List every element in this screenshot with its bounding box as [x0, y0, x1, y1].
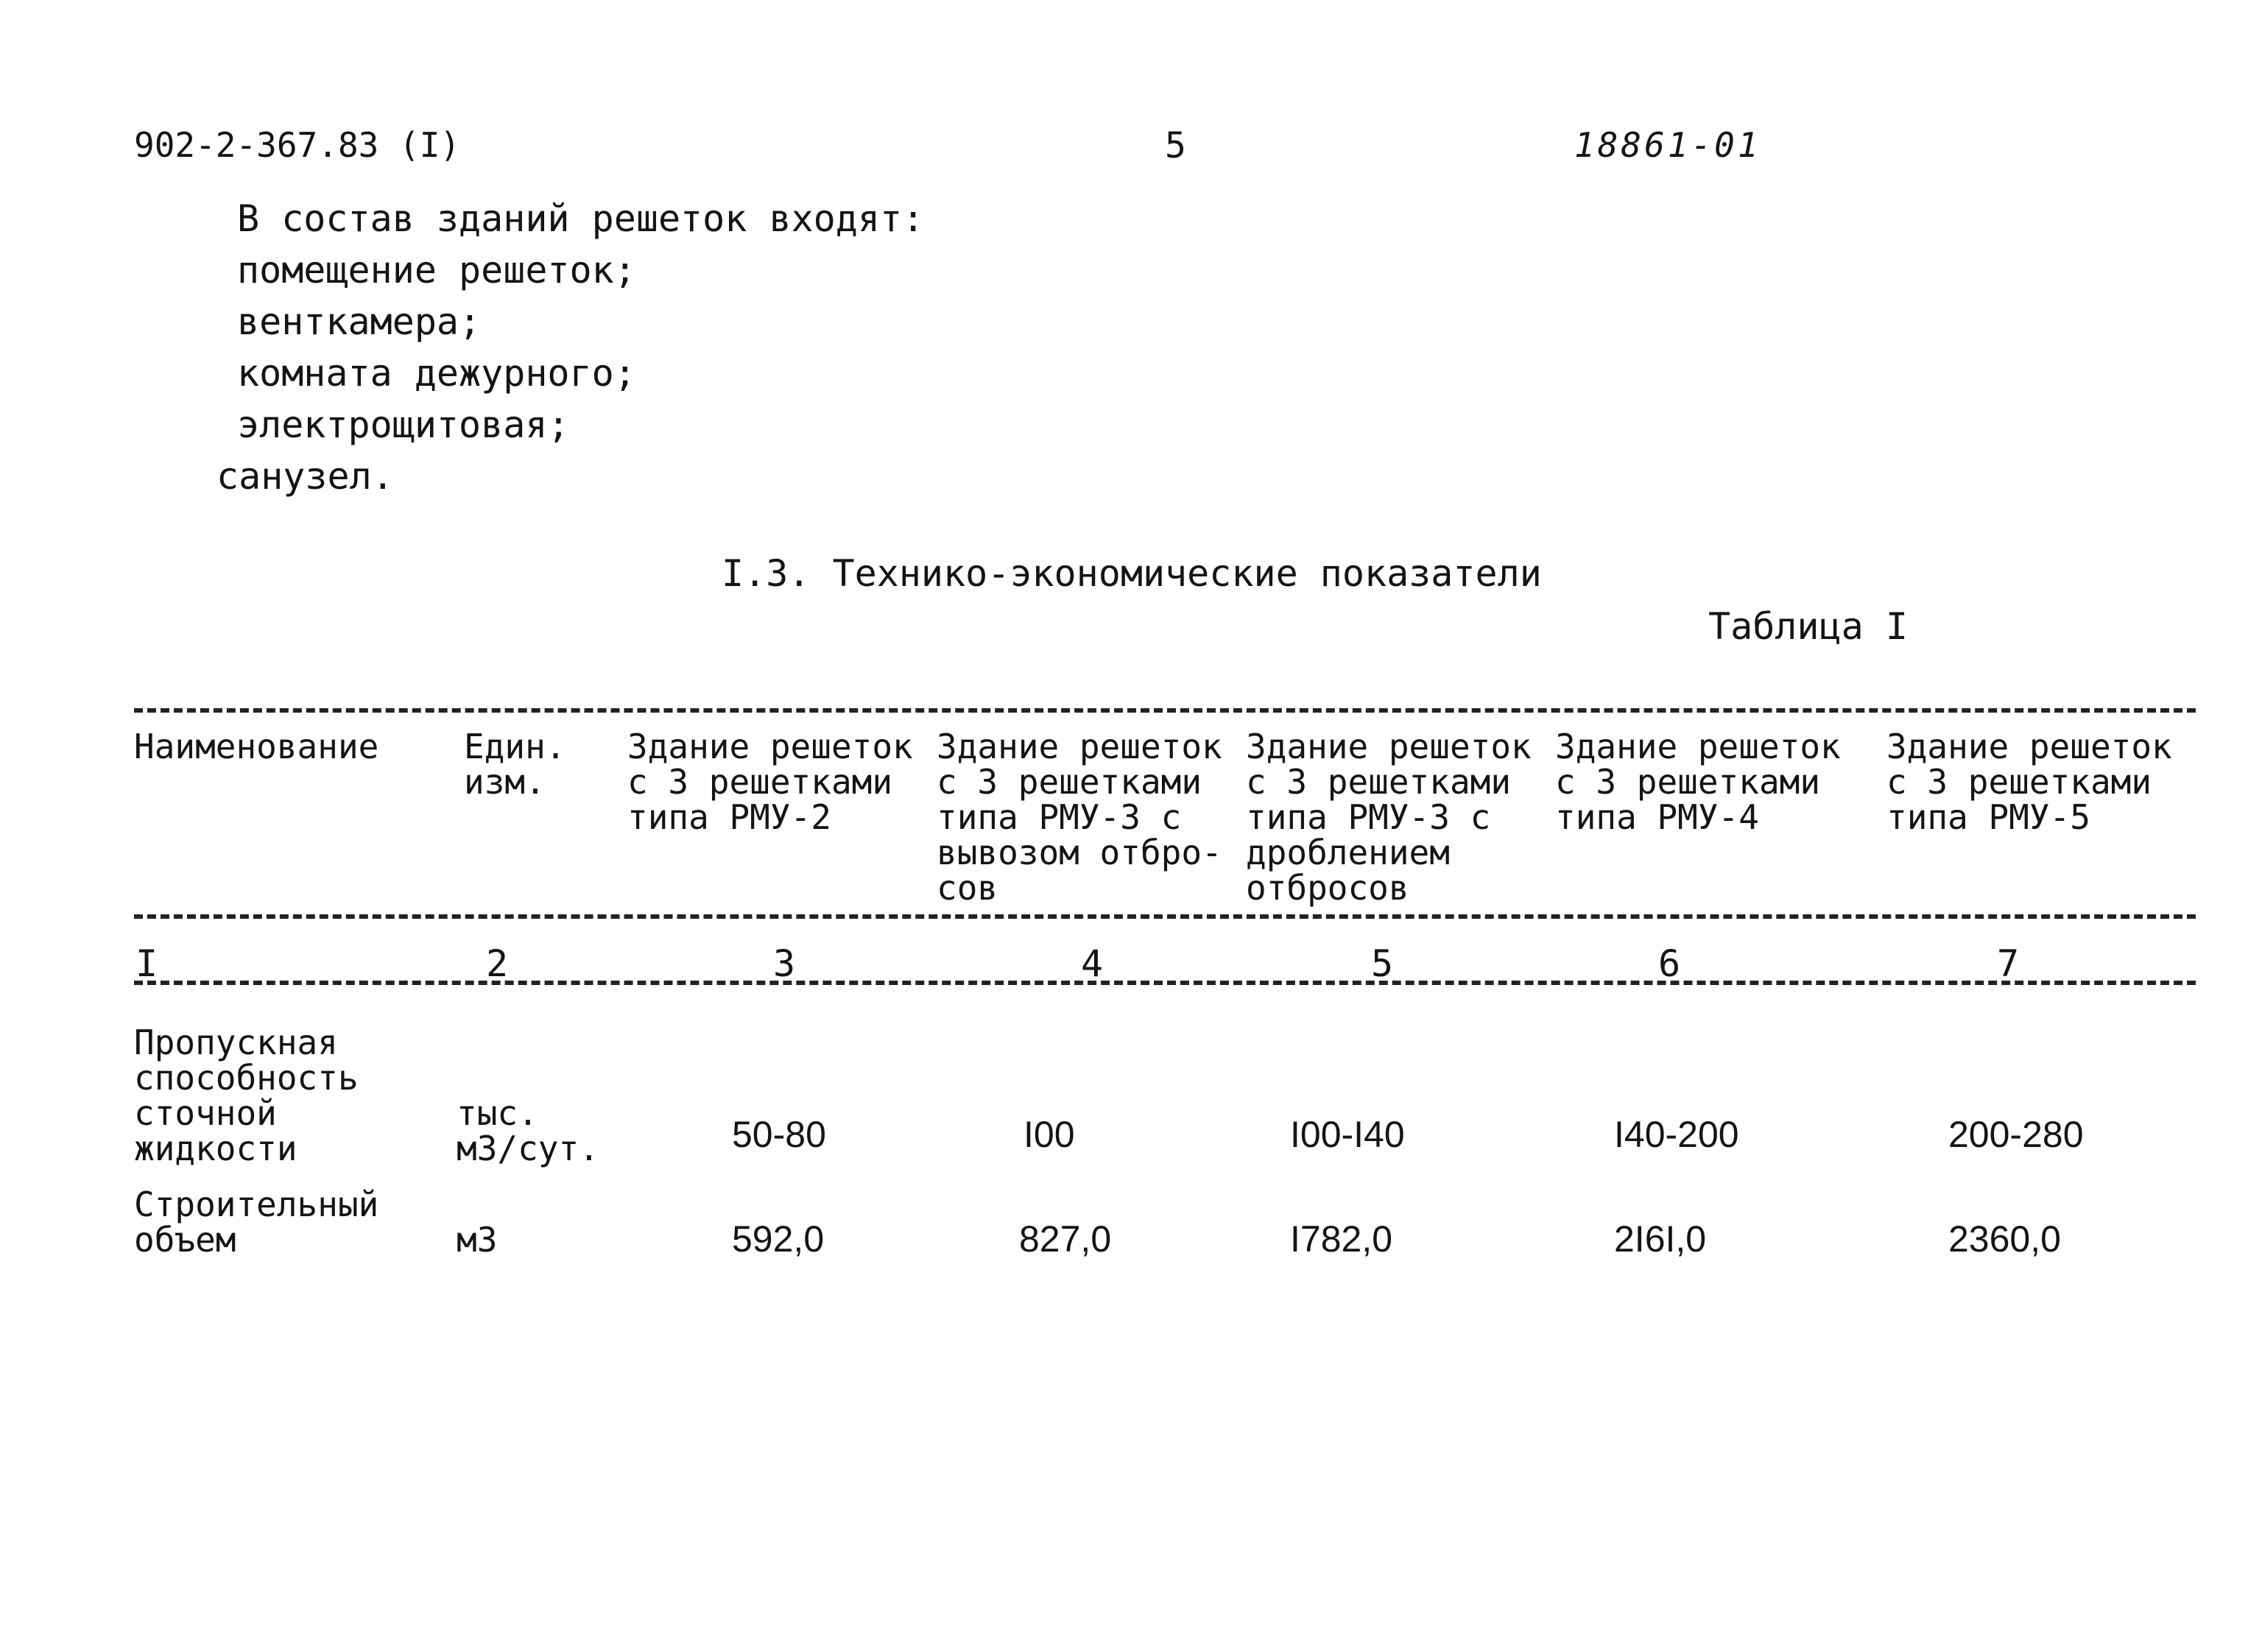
table-header-rule: [134, 914, 2196, 919]
table-cell-value: I40-200: [1614, 1114, 1739, 1155]
row-unit: тыс. м3/сут.: [457, 1093, 599, 1168]
intro-line: венткамера;: [237, 300, 482, 343]
column-number: 7: [1997, 942, 2020, 985]
table-cell-value: 827,0: [1019, 1218, 1112, 1260]
header-cell-col4: Здание решеток с 3 решетками типа РМУ-3 с вывозом отбро- сов: [937, 727, 1222, 908]
sheet-code: 18861-01: [1574, 125, 1761, 165]
column-number: 2: [486, 942, 509, 985]
column-number: 3: [773, 942, 796, 985]
table-cell-value: 200-280: [1948, 1114, 2084, 1155]
page-number: 5: [1165, 125, 1186, 166]
table-cell-value: 2360,0: [1948, 1218, 2061, 1260]
header-cell-unit: Един. изм.: [464, 727, 566, 802]
header-cell-name: Наименование: [134, 727, 379, 766]
intro-line: санузел.: [216, 455, 394, 498]
table-cell-value: 592,0: [732, 1218, 825, 1260]
table-cell-value: 50-80: [732, 1114, 826, 1155]
row-name: Пропускная способность сточной жидкости: [134, 1023, 359, 1168]
header-cell-col7: Здание решеток с 3 решетками типа РМУ-5: [1886, 727, 2172, 837]
intro-list: [216, 193, 925, 502]
table-cell-value: I00: [1023, 1114, 1075, 1155]
column-number: 5: [1371, 942, 1394, 985]
row-name: Строительный объем: [134, 1185, 379, 1260]
header-cell-col6: Здание решеток с 3 решетками типа РМУ-4: [1555, 727, 1841, 837]
table-label: Таблица I: [1708, 605, 1908, 648]
table-cell-value: I782,0: [1290, 1218, 1393, 1260]
intro-line: В состав зданий решеток входят:: [237, 197, 925, 240]
intro-line: комната дежурного;: [237, 352, 636, 395]
column-number: 6: [1658, 942, 1681, 985]
intro-line: помещение решеток;: [237, 249, 636, 292]
column-number: 4: [1081, 942, 1104, 985]
table-number-rule: [134, 981, 2196, 985]
header-cell-col3: Здание решеток с 3 решетками типа РМУ-2: [627, 727, 913, 837]
document-code: 902-2-367.83 (I): [134, 125, 461, 165]
header-cell-col5: Здание решеток с 3 решетками типа РМУ-3 с дроблением отбросов: [1246, 727, 1532, 908]
column-number: I: [135, 942, 158, 985]
row-unit: м3: [457, 1220, 498, 1260]
table-top-rule: [134, 708, 2196, 713]
table-cell-value: 2I6I,0: [1614, 1218, 1707, 1260]
table-cell-value: I00-I40: [1290, 1114, 1405, 1155]
intro-line: электрощитовая;: [237, 403, 570, 446]
section-title: I.3. Технико-экономические показатели: [722, 552, 1542, 595]
